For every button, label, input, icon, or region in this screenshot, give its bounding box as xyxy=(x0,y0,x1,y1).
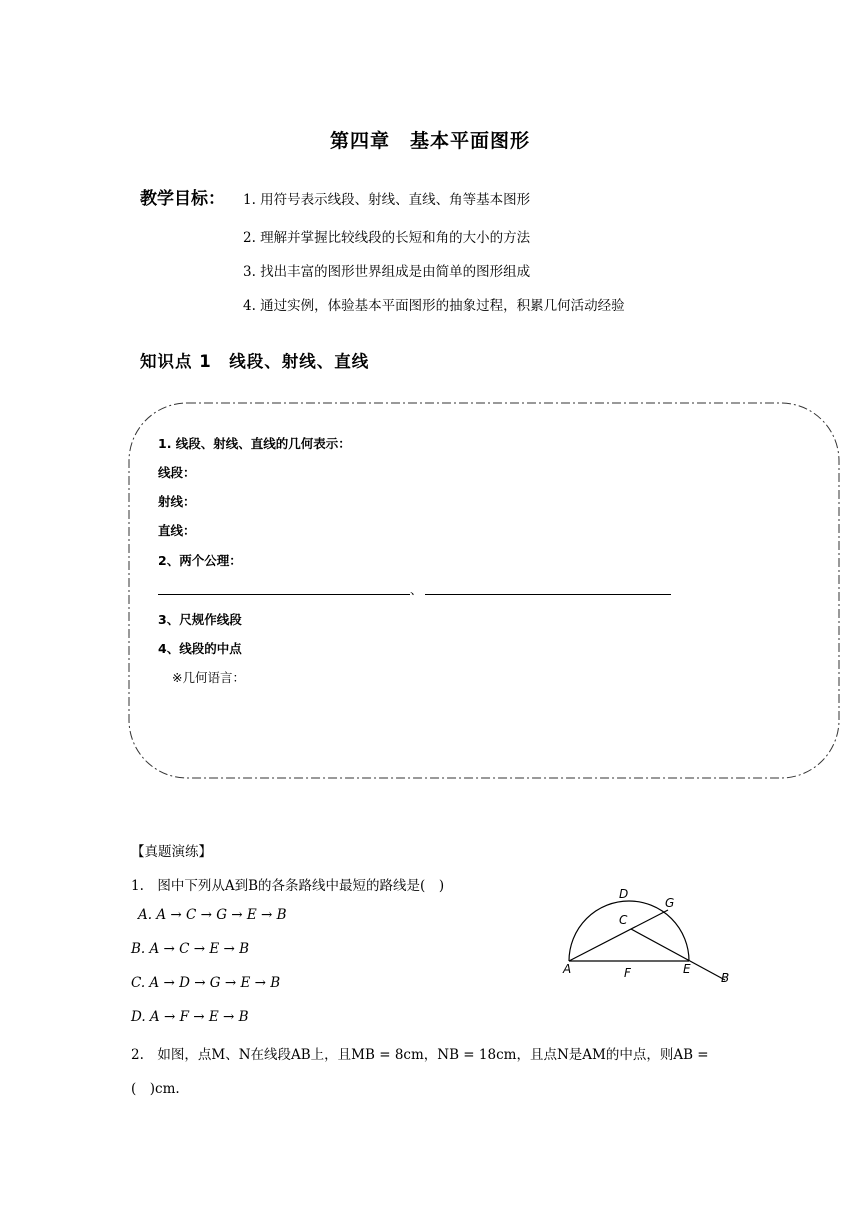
line-label: 直线： xyxy=(158,523,196,538)
segment-label: 线段： xyxy=(158,465,196,480)
question-1-stem: 1. 图中下列从A到B的各条路线中最短的路线是( ) xyxy=(131,878,445,894)
ray-label: 射线： xyxy=(158,494,196,509)
objectives-label: 教学目标： xyxy=(140,189,225,209)
axioms-label: 2、两个公理： xyxy=(158,553,242,568)
axiom-separator: 、 xyxy=(410,582,423,597)
label-c: C xyxy=(619,913,628,927)
label-d: D xyxy=(619,887,629,901)
label-a: A xyxy=(563,962,572,976)
section-title: 知识点 1 线段、射线、直线 xyxy=(140,352,370,371)
question-1-option-b: B. A → C → E → B xyxy=(131,941,250,957)
objective-item-2: 2. 理解并掌握比较线段的长短和角的大小的方法 xyxy=(243,230,531,246)
axiom-blank-2 xyxy=(425,594,671,595)
axiom-blank-1 xyxy=(158,594,410,595)
practice-heading: 【真题演练】 xyxy=(131,844,212,860)
objective-item-1: 1. 用符号表示线段、射线、直线、角等基本图形 xyxy=(243,192,531,208)
question-2-line-1: 2. 如图，点M、N在线段AB上，且MB = 8cm，NB = 18cm，且点N是AM的中点，则AB = xyxy=(131,1047,709,1063)
label-f: F xyxy=(624,966,631,980)
midpoint-label: 4、线段的中点 xyxy=(158,641,242,656)
geo-language-label: ※几何语言： xyxy=(172,670,245,685)
label-g: G xyxy=(665,896,675,910)
question-1-option-c: C. A → D → G → E → B xyxy=(131,975,281,991)
label-e: E xyxy=(683,962,691,976)
page-title: 第四章 基本平面图形 xyxy=(329,130,530,152)
label-b: B xyxy=(721,971,730,985)
question-1-option-a: A. A → C → G → E → B xyxy=(138,907,287,923)
objective-item-4: 4. 通过实例，体验基本平面图形的抽象过程，积累几何活动经验 xyxy=(243,298,625,314)
construct-label: 3、尺规作线段 xyxy=(158,612,242,627)
question-2-line-2: ( )cm. xyxy=(131,1081,180,1097)
question-1-option-d: D. A → F → E → B xyxy=(131,1009,249,1025)
geometry-figure xyxy=(555,880,745,990)
line-c-b xyxy=(631,929,725,980)
box-heading: 1. 线段、射线、直线的几何表示： xyxy=(158,436,351,451)
objective-item-3: 3. 找出丰富的图形世界组成是由简单的图形组成 xyxy=(243,264,531,280)
